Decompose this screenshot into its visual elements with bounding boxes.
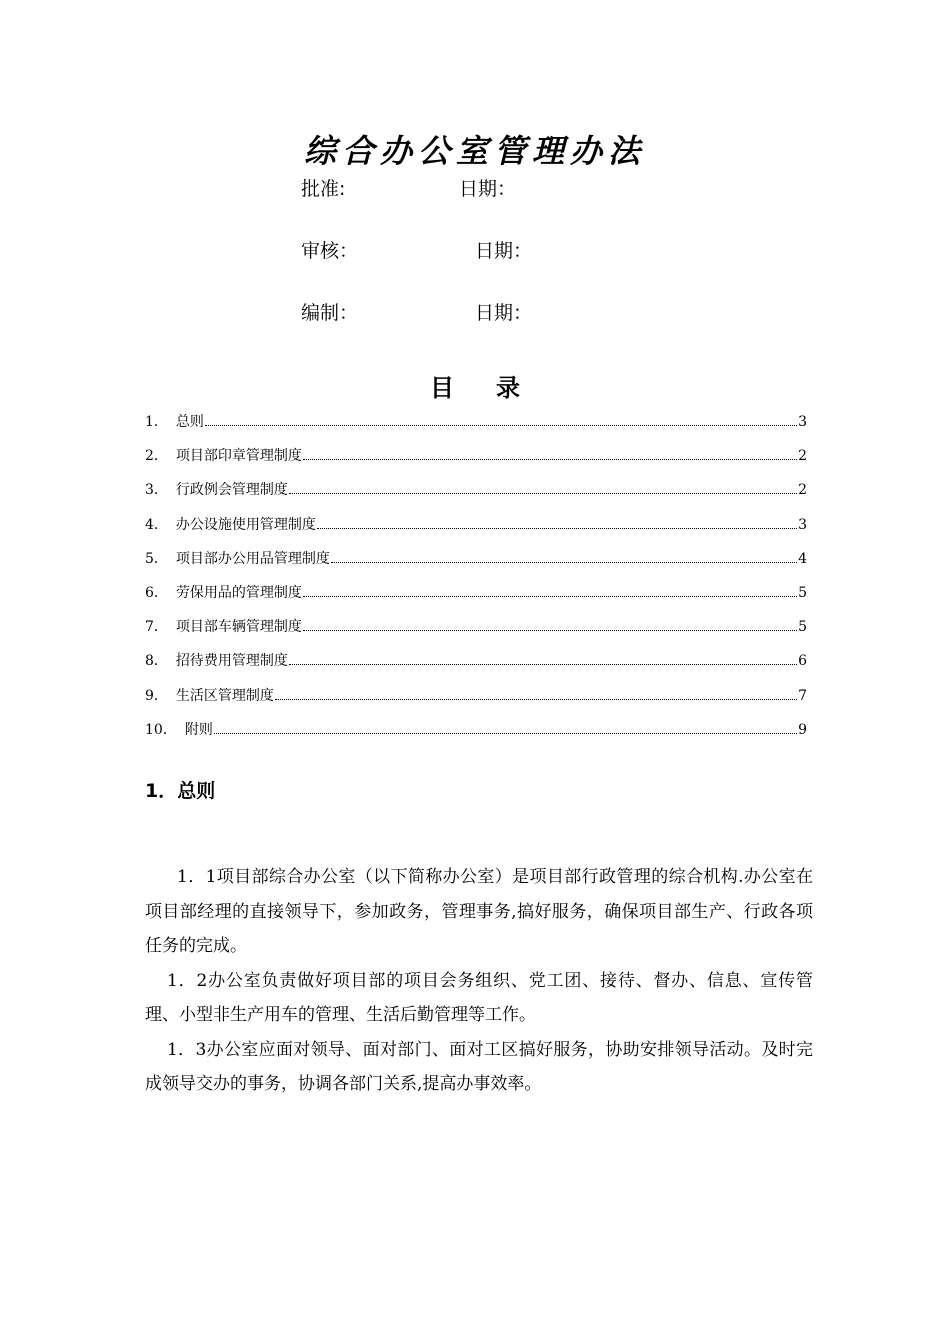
signoff-label: 审核： bbox=[301, 240, 359, 262]
toc-heading-char: 目 bbox=[430, 374, 454, 402]
toc-entry[interactable] bbox=[145, 720, 807, 754]
toc-entry-page: 4 bbox=[798, 550, 807, 567]
toc-entry[interactable] bbox=[145, 446, 807, 480]
signoff-date-label: 日期： bbox=[459, 178, 517, 200]
toc-dot-leader bbox=[303, 629, 797, 631]
toc-entry-title: 项目部办公用品管理制度 bbox=[175, 550, 330, 567]
toc-entry[interactable] bbox=[145, 583, 807, 617]
toc-entry-title: 项目部印章管理制度 bbox=[175, 448, 302, 465]
toc-entry-page: 9 bbox=[798, 721, 807, 738]
toc-entry-page: 2 bbox=[798, 448, 807, 465]
toc-entry-number: 4． bbox=[145, 516, 168, 533]
toc-entry-page: 2 bbox=[798, 482, 807, 499]
paragraph: 1．1项目部综合办公室（以下简称办公室）是项目部行政管理的综合机构.办公室在项目部经理的直接领导下，参加政务，管理事务,搞好服务，确保项目部生产、行政各项任务的完成。 bbox=[145, 867, 813, 956]
toc-entry-title: 总则 bbox=[175, 414, 204, 430]
toc-dot-leader bbox=[289, 663, 797, 665]
signoff-date-label: 日期： bbox=[475, 240, 533, 262]
toc-entry-page: 5 bbox=[798, 584, 807, 601]
toc-dot-leader bbox=[205, 424, 797, 426]
toc-entry-number: 5． bbox=[145, 550, 168, 567]
section-body bbox=[145, 860, 813, 1102]
toc-dot-leader bbox=[214, 732, 797, 734]
toc-entry[interactable] bbox=[145, 617, 807, 651]
toc-dot-leader bbox=[317, 527, 797, 529]
toc-heading bbox=[0, 368, 950, 403]
toc-entry[interactable] bbox=[145, 480, 807, 514]
toc-heading-char: 录 bbox=[496, 374, 520, 402]
toc-entry-page: 3 bbox=[798, 414, 807, 430]
toc-entry-number: 2． bbox=[145, 448, 168, 465]
toc-entry-page: 6 bbox=[798, 653, 807, 670]
toc-entry-number: 9． bbox=[145, 687, 168, 704]
toc-entry-title: 行政例会管理制度 bbox=[175, 482, 288, 499]
toc-dot-leader bbox=[303, 595, 797, 597]
toc-entry[interactable] bbox=[145, 686, 807, 720]
toc-entry-title: 招待费用管理制度 bbox=[175, 653, 288, 670]
toc-entry[interactable] bbox=[145, 549, 807, 583]
toc-entry-number: 6． bbox=[145, 584, 168, 601]
toc-entry-number: 3． bbox=[145, 482, 168, 499]
toc-entry-number: 8． bbox=[145, 653, 168, 670]
toc-entry-page: 5 bbox=[798, 619, 807, 636]
signoff-date-label: 日期： bbox=[475, 302, 533, 324]
toc-entry-title: 项目部车辆管理制度 bbox=[175, 619, 302, 636]
toc-entry-number: 10． bbox=[145, 721, 177, 738]
paragraph: 1．3办公室应面对领导、面对部门、面对工区搞好服务，协助安排领导活动。及时完成领导交办的事务，协调各部门关系,提高办事效率。 bbox=[145, 1039, 813, 1094]
toc-entry-title: 劳保用品的管理制度 bbox=[175, 584, 302, 601]
document-title: 综合办公室管理办法 bbox=[303, 132, 646, 170]
toc-entry-page: 3 bbox=[798, 516, 807, 533]
toc-dot-leader bbox=[303, 458, 797, 460]
section-heading-general: 1．总则 bbox=[145, 780, 216, 802]
toc-entry-title: 办公设施使用管理制度 bbox=[175, 516, 316, 533]
toc-entry[interactable] bbox=[145, 412, 807, 446]
toc-dot-leader bbox=[331, 561, 797, 563]
toc-entry-title: 生活区管理制度 bbox=[175, 687, 274, 704]
toc-entry-number: 1． bbox=[145, 414, 168, 430]
table-of-contents bbox=[145, 412, 807, 754]
toc-entry[interactable] bbox=[145, 515, 807, 549]
toc-dot-leader bbox=[289, 492, 797, 494]
signoff-label: 编制： bbox=[301, 302, 359, 324]
signoff-label: 批准: bbox=[301, 178, 346, 200]
toc-entry-title: 附则 bbox=[184, 721, 213, 738]
paragraph: 1．2办公室负责做好项目部的项目会务组织、党工团、接待、督办、信息、宣传管理、小型非生产用车的管理、生活后勤管理等工作。 bbox=[145, 970, 813, 1025]
toc-entry[interactable] bbox=[145, 651, 807, 685]
toc-entry-number: 7． bbox=[145, 619, 168, 636]
toc-dot-leader bbox=[275, 698, 797, 700]
toc-entry-page: 7 bbox=[798, 687, 807, 704]
